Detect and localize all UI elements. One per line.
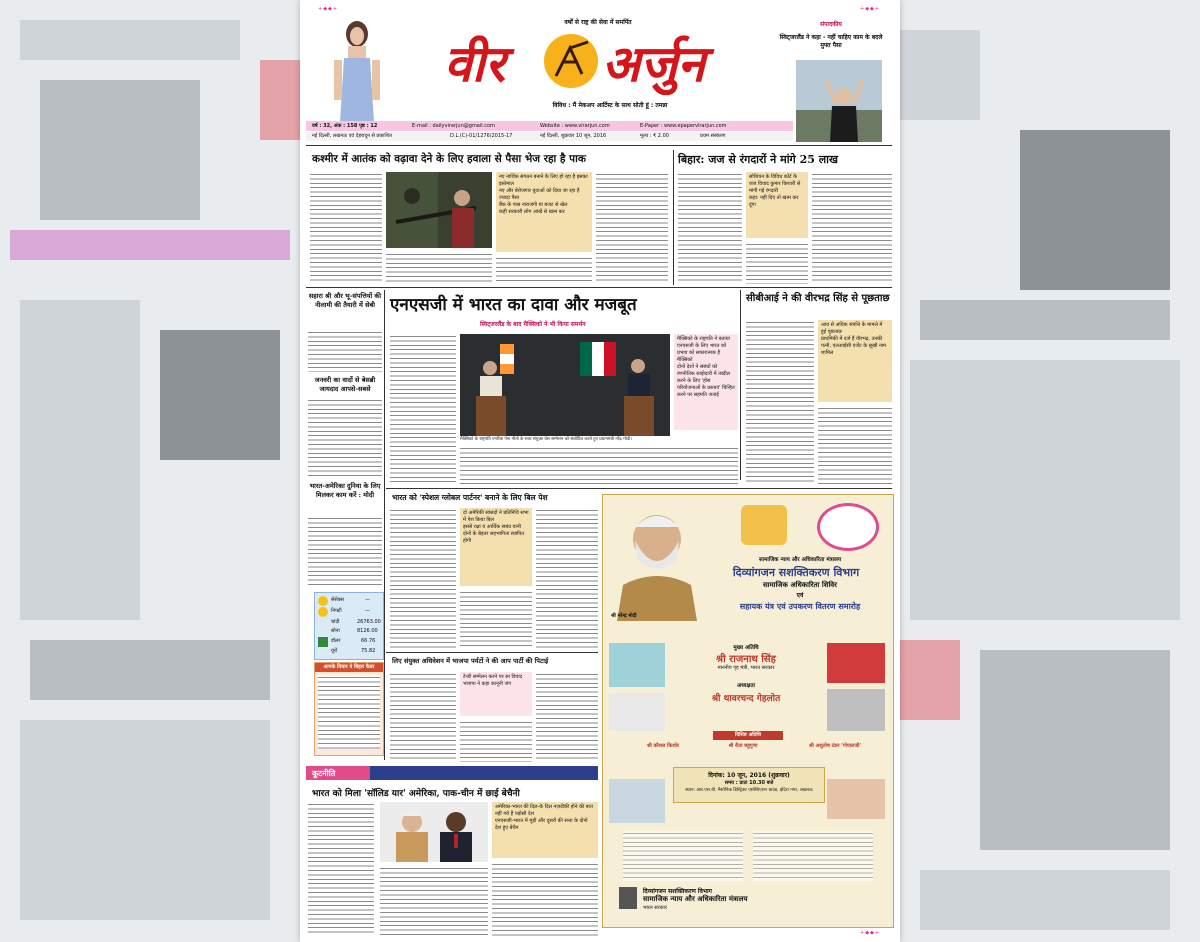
kashmir-body-col2	[386, 252, 492, 284]
presided-label: अध्यक्षता	[737, 683, 755, 689]
nsg-body-col1	[390, 334, 456, 484]
indo-us-headline[interactable]: भारत-अमेरिका दुनिया के लिए मिलकर काम करें : मोदी	[309, 482, 381, 499]
market-value: —	[365, 597, 370, 603]
parliament-body-col1	[390, 672, 456, 762]
kutniti-body-col1	[308, 802, 374, 936]
nsg-bullet: दोनों देशों ने संबंधों को रणनीतिक साझेदारी में तब्दील करने के लिए 'होस परियोजनाओं के प्रस्ताव' चिन्हित करने पर सहमति जताई	[677, 364, 735, 398]
notice-box	[314, 662, 384, 756]
kutniti-bullet: अमेरिका-भारत की दिल-के दिल नज़दीकी होने की बात नहीं गये हैं पड़ोसी देश	[495, 804, 593, 817]
tricycle-image	[827, 689, 885, 731]
logo-text-right: अर्जुन	[602, 34, 706, 93]
kashmir-photo[interactable]	[386, 172, 492, 248]
market-label: यूरो	[331, 648, 338, 654]
ad-footer-dept: दिव्यांगजन सशक्तिकरण विभाग	[643, 888, 712, 895]
registration-marks: +◆◆+	[860, 930, 881, 936]
ashoka-emblem-icon	[619, 887, 637, 909]
cbi-body-col2	[818, 406, 892, 484]
ad-department: दिव्यांगजन सशक्तिकरण विभाग	[732, 566, 860, 579]
parliament-bullet: टेन्डी सम्मेलन करने पर सा विवाद	[463, 674, 523, 680]
market-label: सेंसेक्स	[331, 597, 344, 603]
usa-bullet: दो अमेरिकी सांसदों ने प्रतिनिधि सभा में पेश किया बिल	[463, 510, 529, 523]
market-box	[314, 592, 384, 660]
market-value: —	[365, 608, 370, 614]
government-advertisement[interactable]	[602, 494, 894, 928]
editorial-label: संपादकीय	[820, 21, 842, 28]
janvari-headline[interactable]: जनवरी का वादों से बेसब्री जायदाद आपसे-सबसे	[314, 376, 376, 393]
bihar-bullet: सोशियन के विविध कोर्ट के जज विवाद कुमार किशारी से मांगी गई रंगदारी	[749, 174, 801, 194]
sensex-icon	[318, 596, 328, 606]
vividh-teaser[interactable]: विविध : मैं मेकअप आर्टिस्ट के साथ सोती हूं : तमन्ना	[552, 102, 668, 109]
kashmir-bullet: बैंक के पास नाराजगी या बजट से खेल	[499, 202, 568, 208]
notice-title: आपके विचार ये बिहार कैडर	[315, 663, 383, 672]
kutniti-body-col2	[380, 866, 488, 936]
parliament-body-col2	[460, 720, 532, 762]
nsg-body-col2	[460, 446, 738, 484]
event-venue: स्थान: आर.एस.बी. मैसोनिक डिस्ट्रिक्ट एसोसिएशन ग्राउंड, इंदिरा नगर, लखनऊ	[685, 788, 813, 793]
pm-modi-photo	[607, 501, 707, 621]
accessible-india-logo-icon	[817, 503, 879, 551]
ad-distribution: सहायक यंत्र एवं उपकरण वितरण समारोह	[739, 602, 861, 611]
sugamya-bharat-logo-icon	[741, 505, 787, 545]
nsg-subheadline: स्विट्जरलैंड के बाद मैक्सिको ने भी किया समर्थन	[480, 321, 586, 328]
event-time: समय : प्रातः 10.30 बजे	[724, 780, 774, 786]
bihar-highlights	[746, 172, 808, 238]
special-guest-name: श्री अशुतोष टंडन 'गोपालजी'	[809, 743, 861, 749]
special-guest-label: विशिष्ट अतिथि	[713, 731, 783, 740]
chief-guest-label: मुख्य अतिथि	[733, 645, 759, 651]
bihar-bullet: कहा: नहीं दिए तो खत्म कर दूंगा	[749, 195, 799, 208]
bihar-body-col1	[678, 172, 742, 284]
equipment-image	[609, 643, 665, 687]
notice-body	[318, 675, 380, 749]
helpline-list	[623, 831, 743, 881]
kutniti-band	[370, 766, 598, 780]
nsg-headline[interactable]: एनएसजी में भारत का दावा और मजबूत	[390, 295, 637, 315]
ad-footer-gov: भारत सरकार	[643, 905, 667, 911]
info-email[interactable]: E-mail : dailyvirarjun@gmail.com	[412, 123, 495, 129]
parliament-headline[interactable]: लिए संयुक्त अधिवेशन में भाजपा पर्यटों ने की आप पार्टी की पिटाई	[392, 657, 549, 665]
kashmir-body-col4	[596, 172, 668, 284]
hearing-aid-image	[827, 779, 885, 819]
market-value: 26763.00	[357, 619, 381, 625]
usa-bill-headline[interactable]: भारत को 'स्पेशल ग्लोबल पार्टनर' बनाने के लिए बिल पेश	[392, 493, 548, 502]
modi-obama-photo[interactable]	[380, 802, 488, 862]
kutniti-body-col3	[492, 862, 598, 936]
cbi-bullet: प्राथमिकी में दर्ज हैं वीरभद्र, उनकी पत्नी, एलआईसी एजेंट के सूखी नाम शामिल	[821, 336, 887, 356]
kashmir-body-col3	[496, 256, 592, 284]
wheelchair-image	[827, 643, 885, 683]
event-date: दिनांक: 10 जून, 2016 (शुक्रवार)	[708, 772, 790, 779]
kashmir-bullet: नए नार्थिक संगठन बनाने के लिए हो रहा है इसका इस्तेमाल	[499, 174, 588, 187]
bihar-headline[interactable]: बिहार: जज से रंगदारों ने मांगे 25 लाख	[678, 153, 839, 166]
nifty-icon	[318, 607, 328, 617]
info-date: नई दिल्ली, शुक्रवार 10 जून, 2016	[540, 133, 607, 139]
kutniti-label: कूटनीति	[312, 769, 336, 778]
usa-body-col1	[390, 508, 456, 648]
usa-body-col2	[460, 590, 532, 648]
ad-evam: एवं	[796, 592, 804, 599]
info-epaper[interactable]: E-Paper : www.epapervirarjun.com	[640, 123, 727, 129]
kashmir-bullet: नए और बेरोजगार युवाओं को दिया जा रहा है ज्यादा पैसा	[499, 188, 580, 201]
market-label: निफ्टी	[331, 608, 342, 614]
kashmir-highlights	[496, 172, 592, 252]
kashmir-bullet: कहीं सरकारी लोग आंखें से खत्म कर	[499, 209, 565, 215]
info-publishing: नई दिल्ली, लखनऊ एवं देहरादून से प्रकाशित	[312, 133, 392, 139]
crutches-image	[609, 779, 665, 823]
usa-body-col3	[536, 508, 598, 648]
nsg-highlights	[674, 334, 738, 430]
sahara-body	[308, 330, 382, 372]
market-value: 8126.00	[357, 628, 378, 634]
special-guest-name: श्री कौशल किशोर	[646, 743, 680, 749]
market-label: डॉलर	[331, 638, 341, 644]
cbi-bullet: आय से अधिक संपत्ति के मामले में हुई पूछताछ	[821, 322, 883, 335]
ad-ministry: सामाजिक न्याय और अधिकारिता मंत्रालय	[758, 557, 842, 563]
kashmir-body-col1	[310, 172, 382, 284]
kutniti-highlights	[492, 802, 598, 858]
registration-marks: +◆◆+	[860, 6, 881, 12]
info-registration: D.L.(C)-01/1276/2015-17	[450, 133, 513, 139]
bihar-body-col3	[812, 172, 892, 284]
blurred-background-right	[900, 0, 1200, 942]
sahara-headline[interactable]: सहारा श्री और भू-संपत्तियों की नीलामी की तैयारी में सेबी	[308, 292, 382, 309]
tamanna-photo[interactable]	[326, 16, 388, 122]
parliament-highlights	[460, 672, 532, 716]
nsg-photo-caption: मैक्सिको के राष्ट्रपति एनरिक पेना नीतो के साथ संयुक्त प्रेस सम्मेलन को संबोधित करते हुए प्रधानमंत्री नरेंद्र मोदी।	[460, 437, 632, 442]
logo-text-left: वीर	[444, 34, 506, 93]
market-value: 66.76	[361, 638, 376, 644]
cbi-headline[interactable]: सीबीआई ने की वीरभद्र सिंह से पूछताछ	[746, 293, 890, 304]
currency-icon	[318, 637, 328, 647]
website-list	[753, 831, 873, 881]
parliament-bullet: भाजपा ने कहा कानूनी जंग	[463, 681, 512, 687]
editorial-photo[interactable]	[796, 60, 882, 142]
cbi-highlights	[818, 320, 892, 402]
market-label: सोना	[331, 628, 340, 634]
newspaper-page	[300, 0, 900, 942]
janvari-body	[308, 398, 382, 478]
nsg-bullet: मैक्सिको के राष्ट्रपति ने बताया एनएसजी के लिए भारत को प्रभाव को सकारात्मक है मैक्सिको	[677, 336, 730, 363]
info-volume: वर्ष : 32, अंक : 158 पृष्ठ : 12	[312, 123, 378, 129]
event-details-box	[673, 767, 825, 803]
market-value: 75.82	[361, 648, 376, 654]
registration-marks: +◆◆+	[318, 6, 339, 12]
arjuna-emblem-icon	[544, 34, 598, 88]
indo-us-body	[308, 516, 382, 586]
presided-name: श्री थावरचन्द गेहलोत	[711, 694, 781, 704]
special-guest-name: श्री रीता बहुगुणा	[728, 743, 758, 749]
bihar-body-col2	[746, 242, 808, 284]
market-label: चांदी	[331, 619, 340, 625]
parliament-body-col3	[536, 672, 598, 762]
kashmir-headline[interactable]: कश्मीर में आतंक को वढ़ावा देने के लिए हवाला से पैसा भेज रहा है पाक	[312, 153, 586, 165]
ad-camp: सामाजिक अधिकारिता शिविर	[762, 581, 838, 589]
chief-guest-name: श्री राजनाथ सिंह	[716, 654, 776, 665]
cbi-body-col1	[746, 320, 814, 484]
chief-guest-post: माननीय गृह मंत्री, भारत सरकार	[717, 665, 775, 671]
blurred-background-left	[0, 0, 300, 942]
usa-bullet: इससे रक्षा व आर्थिक सबंध यानी दोनों के बेहतर सहभागिता स्थापित होगी	[463, 524, 525, 544]
info-price: मूल्य : ₹ 2.00	[640, 133, 669, 139]
pm-caption: श्री नरेन्द्र मोदी	[611, 613, 637, 619]
ad-footer-ministry: सामाजिक न्याय और अधिकारिता मंत्रालय	[643, 895, 748, 903]
kutniti-headline[interactable]: भारत को मिला 'सॉलिड यार' अमेरिका, पाक-चीन में छाई बेचैनी	[312, 789, 520, 799]
modi-mexico-photo[interactable]	[460, 334, 670, 436]
editorial-headline[interactable]: स्विट्जरलैंड ने कहा - नहीं चाहिए काम के बदले मुफ्त पैसा	[779, 34, 883, 49]
usa-highlights	[460, 508, 532, 586]
masthead-logo[interactable]	[440, 28, 760, 92]
info-website[interactable]: Website : www.virarjun.com	[540, 123, 610, 129]
scooter-image	[609, 693, 665, 731]
kutniti-bullet: एनएसजी-भारत में मुड़ी और दूसरों की सत्ता के दोनों देश हुए बेचैन	[495, 818, 588, 831]
info-edition: प्रथम संस्करण	[700, 133, 726, 139]
masthead-tagline: वर्षों से राष्ट्र की सेवा में समर्पित	[564, 19, 632, 26]
